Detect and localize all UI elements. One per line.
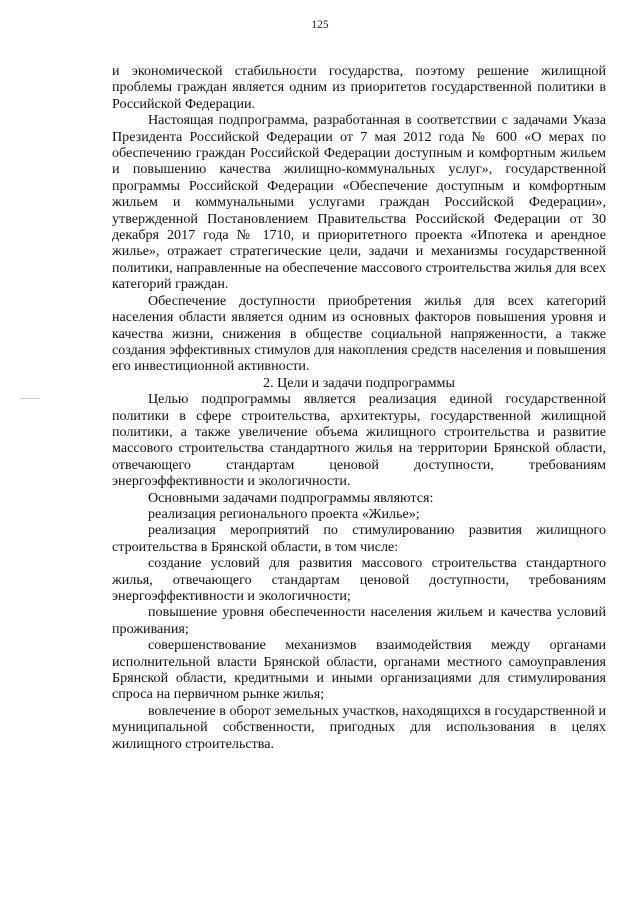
paragraph-subprogram-basis: Настоящая подпрограмма, разработанная в соответствии с задачами Указа Президента Российской Федерации от 7 мая 2012 года № 600 «О мерах по обеспечению граждан Российской Федерации доступным и комфортным жильем и повышению качества жилищно-коммунальных услуг», государственной программы Российской Федерации «Обеспечение доступным и комфортным жильем и коммунальными услугами граждан Российской Федерации», утвержденной Постановлением Правительства Российской Федерации от 30 декабря 2017 года № 1710, и приоритетного проекта «Ипотека и арендное жилье», отражает стратегические цели, задачи и механизмы государственной политики, направленные на обеспечение массового строительства жилья для всех категорий граждан. [112,112,606,293]
paragraph-tasks-intro: Основными задачами подпрограммы являются: [148,489,434,506]
scan-artifact [20,398,40,399]
document-body [112,63,606,752]
task-item-regional-project: реализация регионального проекта «Жилье»; [148,505,420,522]
page-number: 125 [311,19,329,31]
task-item-stimulation: реализация мероприятий по стимулированию развития жилищного строительства в Брянской области, в том числе: [112,522,606,555]
section-heading: 2. Цели и задачи подпрограммы [263,374,455,391]
paragraph-goal: Целью подпрограммы является реализация единой государственной политики в сфере строительства, архитектуры, государственной жилищной политики, а также увеличение объема жилищного строительства и развитие массового строительства стандартного жилья на территории Брянской области, отвечающего стандартам ценовой доступности, требованиям энергоэффективности и экологичности. [112,391,606,490]
subtask-item-land-plots: вовлечение в оборот земельных участков, находящихся в государственной и муниципальной собственности, пригодных для использования в целях жилищного строительства. [112,702,606,752]
paragraph-housing-affordability: Обеспечение доступности приобретения жилья для всех категорий населения области является одним из основных факторов повышения уровня и качества жизни, снижения в обществе социальной напряженности, а также создания эффективных стимулов для накопления средств населения и повышения его инвестиционной активности. [112,292,606,375]
subtask-item-conditions: создание условий для развития массового строительства стандартного жилья, отвечающего стандартам ценовой доступности, требованиям энергоэффективности и экологичности; [112,555,606,604]
paragraph-continuation: и экономической стабильности государства, поэтому решение жилищной проблемы граждан является одним из приоритетов государственной политики в Российской Федерации. [112,63,606,112]
subtask-item-housing-level: повышение уровня обеспеченности населения жильем и качества условий проживания; [112,604,606,637]
subtask-item-interaction: совершенствование механизмов взаимодействия между органами исполнительной власти Брянской области, органами местного самоуправления Брянской области, кредитными и иными организациями для стимулирования спроса на первичном рынке жилья; [112,637,606,703]
